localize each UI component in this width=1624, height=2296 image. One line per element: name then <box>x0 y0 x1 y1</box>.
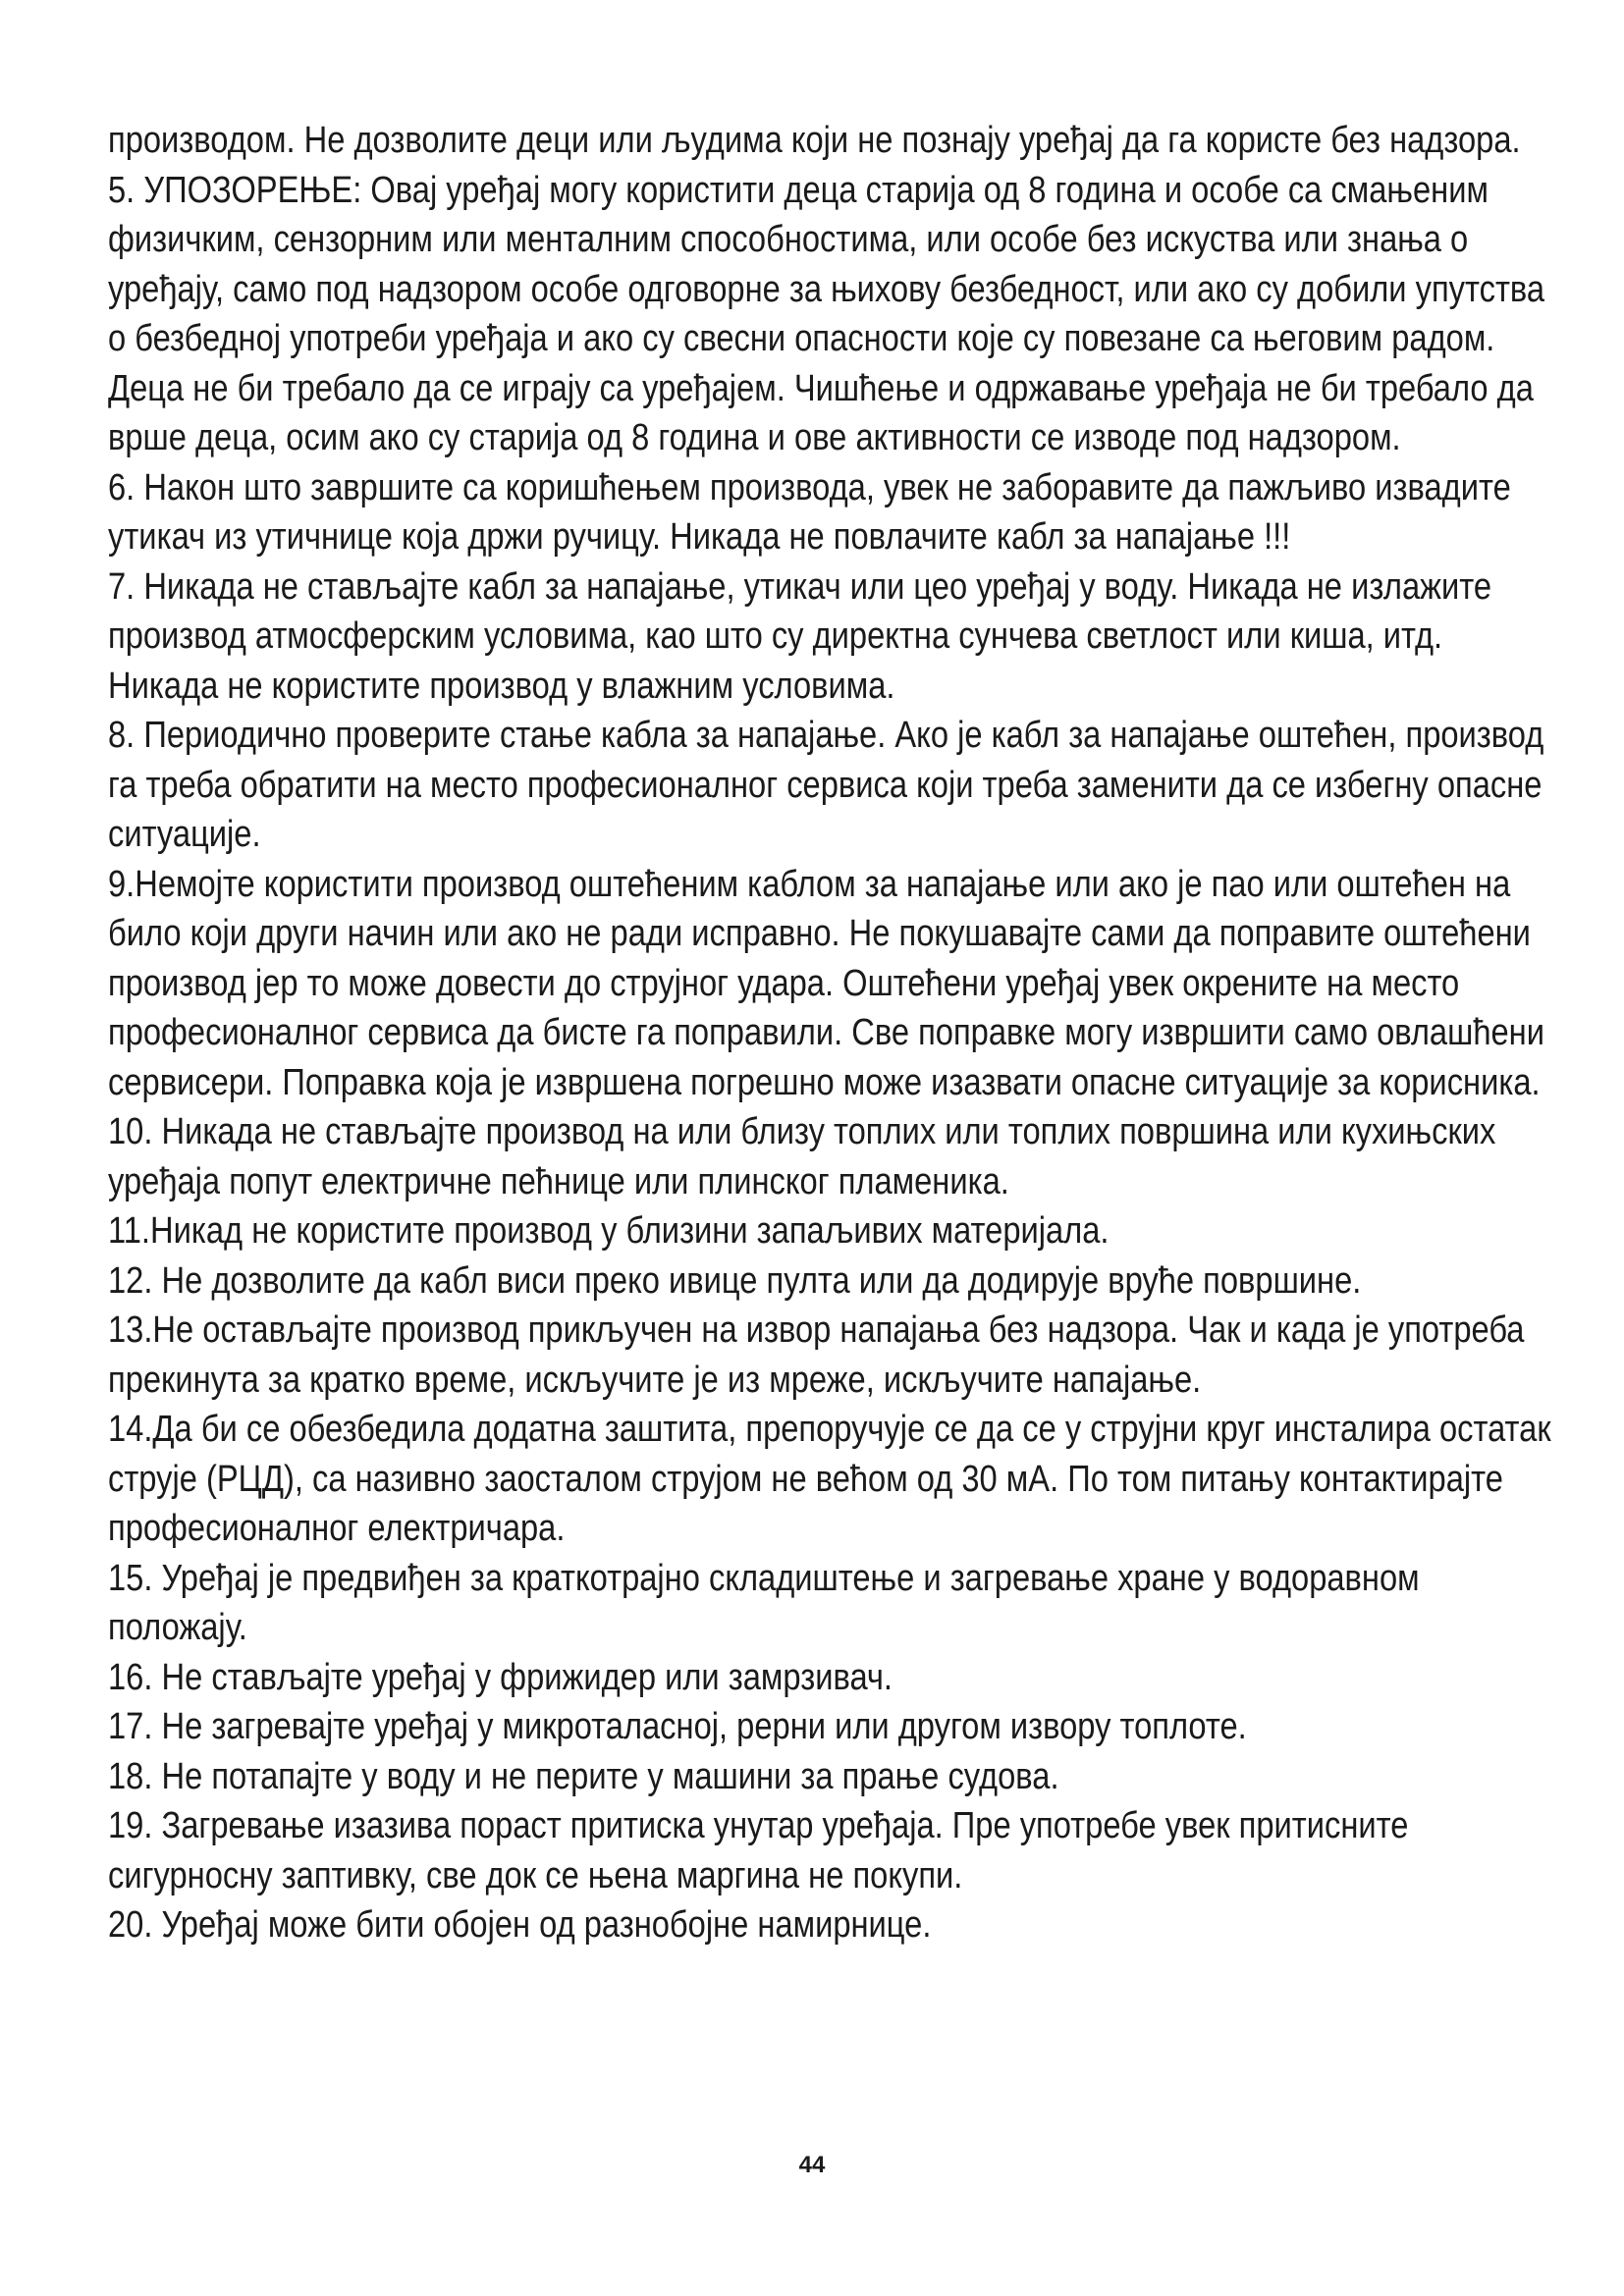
paragraph-item-10: 10. Никада не стављајте производ на или близу топлих или топлих површина или кухињских уређаја попут електричне пећнице или плинског пламеника. <box>108 1111 1496 1202</box>
paragraph-item-12: 12. Не дозволите да кабл виси преко ивице пулта или да додирује вруће површине. <box>108 1259 1362 1302</box>
paragraph-item-8: 8. Периодично проверите стање кабла за напајање. Ако је кабл за напајање оштећен, производ га треба обратити на место професионалног сервиса који треба заменити да се избегну опасне ситуације. <box>108 715 1544 855</box>
paragraph-item-6: 6. Након што завршите са коришћењем производа, увек не заборавите да пажљиво извадите утикач из утичнице која држи ручицу. Никада не повлачите кабл за напајање !!! <box>108 466 1511 558</box>
paragraph-item-7: 7. Никада не стављајте кабл за напајање, утикач или цео уређај у воду. Никада не излажите производ атмосферским условима, као што су директна сунчева светлост или киша, итд. Никада не користите производ у влажним условима. <box>108 565 1492 707</box>
paragraph-item-16: 16. Не стављајте уређај у фрижидер или замрзивач. <box>108 1656 893 1698</box>
paragraph-continuation: производом. Не дозволите деци или људима који не познају уређај да га користе без надзора. <box>108 120 1521 161</box>
paragraph-item-9: 9.Немојте користити производ оштећеним каблом за напајање или ако је пао или оштећен на било који други начин или ако не ради исправно. Не покушавајте сами да поправите оштећени производ јер то може довести до струјног удара. Оштећени уређај увек окрените на место професионалног сервиса да бисте га поправили. Све поправке могу извршити само овлашћени сервисери. Поправка која је извршена погрешно може изазвати опасне ситуације за корисника. <box>108 863 1544 1103</box>
paragraph-item-19: 19. Загревање изазива пораст притиска унутар уређаја. Пре употребе увек притисните сигурносну заптивку, све док се њена маргина не покупи. <box>108 1805 1409 1896</box>
paragraph-item-18: 18. Не потапајте у воду и не перите у машини за прање судова. <box>108 1755 1059 1797</box>
paragraph-item-11: 11.Никад не користите производ у близини запаљивих материјала. <box>108 1210 1110 1252</box>
paragraph-item-20: 20. Уређај може бити обојен од разнобојне намирнице. <box>108 1904 932 1946</box>
paragraph-item-14: 14.Да би се обезбедила додатна заштита, препоручује се да се у струјни круг инсталира остатак струје (РЦД), са називно заосталом струјом не већом од 30 мА. По том питању контактирајте професионалног електричара. <box>108 1409 1551 1549</box>
paragraph-item-5: 5. УПОЗОРЕЊЕ: Овај уређај могу користити деца старија од 8 година и особе са смањеним физичким, сензорним или менталним способностима, или особе без искуства или знања о уређају, само под надзором особе одговорне за њихову безбедност, или ако су добили упутства о безбедној употреби уређаја и ако су свесни опасности које су повезане са његовим радом. Деца не би требало да се играју са уређајем. Чишћење и одржавање уређаја не би требало да врше деца, осим ако су старија од 8 година и ове активности се изводе под надзором. <box>108 169 1545 458</box>
paragraph-item-13: 13.Не остављајте производ прикључен на извор напајања без надзора. Чак и када је употреба прекинута за кратко време, искључите је из мреже, искључите напајање. <box>108 1309 1525 1401</box>
paragraph-item-15: 15. Уређај је предвиђен за краткотрајно складиштење и загревање хране у водоравном положају. <box>108 1557 1420 1648</box>
document-body <box>108 116 1551 1950</box>
paragraph-item-17: 17. Не загревајте уређај у микроталасној, рерни или другом извору топлоте. <box>108 1706 1247 1747</box>
page-number: 44 <box>798 2152 826 2178</box>
